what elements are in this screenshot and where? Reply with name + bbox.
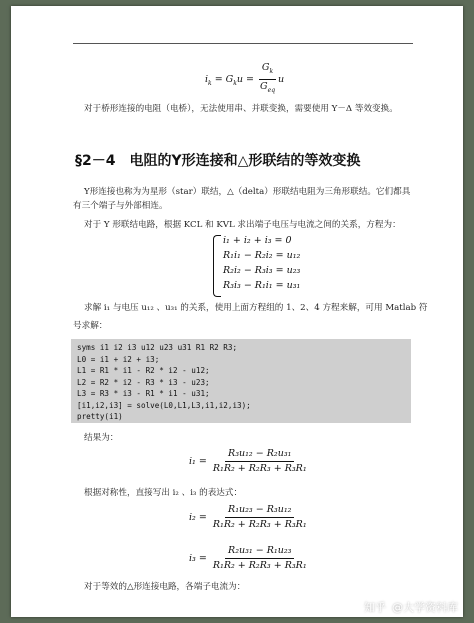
equation-ik: $i_k = G_ku$ = $\frac{G_k}{G_{eq}}$ u <box>205 62 284 97</box>
result-label: 结果为： <box>84 433 119 443</box>
paragraph-solve-2: 号求解： <box>73 321 108 331</box>
paragraph-delta: 对于等效的△形连接电路，各端子电流为： <box>84 582 246 592</box>
equation-i2: i₂ = $\frac{\text{R₁u₂₃ − R₃u₁₂}}{\text{R₁R₂ + R₂R₃ + R₃R₁}}$ <box>189 504 307 530</box>
code-line: pretty(i1) <box>77 412 123 421</box>
system-eq-4: R₃i₃ − R₁i₁ = u₃₁ <box>223 280 301 291</box>
zhihu-logo: 知乎 <box>364 601 386 614</box>
code-line: L0 = i1 + i2 + i3; <box>77 354 160 364</box>
section-number: §2－4 <box>75 153 116 169</box>
paragraph-kcl: 对于 Y 形联结电路，根据 KCL 和 KVL 求出端子电压与电流之间的关系，方程为： <box>84 220 401 230</box>
system-brace <box>213 235 221 297</box>
equation-i3: i₃ = $\frac{\text{R₂u₃₁ − R₁u₂₃}}{\text{R₁R₂ + R₂R₃ + R₃R₁}}$ <box>189 545 307 571</box>
watermark-text: @大学资料库 <box>392 601 458 614</box>
paragraph-symmetry: 根据对称性，直接写出 i₂ 、i₃ 的表达式： <box>84 488 243 498</box>
code-line: syms i1 i2 i3 u12 u23 u31 R1 R2 R3; <box>77 343 238 352</box>
equation-i1: i₁ = $\frac{\text{R₃u₁₂ − R₂u₃₁}}{\text{R₁R₂ + R₂R₃ + R₃R₁}}$ <box>189 448 307 474</box>
code-line: L2 = R2 * i2 - R3 * i3 - u23; <box>77 377 210 387</box>
system-eq-3: R₂i₂ − R₃i₃ = u₂₃ <box>223 265 301 276</box>
paragraph-y-intro-2: 有三个端子与外部相连。 <box>73 201 168 211</box>
watermark <box>364 599 458 615</box>
system-eq-1: i₁ + i₂ + i₃ = 0 <box>223 235 292 246</box>
code-line: [i1,i2,i3] = solve(L0,L1,L3,i1,i2,i3); <box>77 400 251 410</box>
matlab-code-block <box>71 339 411 423</box>
paragraph-y-intro-1: Y形连接也称为为星形（star）联结，△（delta）形联结电阻为三角形联结。它们都具 <box>84 187 411 197</box>
paragraph-bridge: 对于桥形连接的电阻（电桥），无法使用串、并联变换，需要使用 Y－Δ 等效变换。 <box>84 104 398 114</box>
paragraph-solve-1: 求解 i₁ 与电压 u₁₂ 、u₃₁ 的关系，使用上面方程组的 1、2、4 方程来解，可用 Matlab 符 <box>84 303 428 313</box>
equation-ik-fraction: $\frac{G_k}{G_{eq}}$ <box>260 62 276 94</box>
system-eq-2: R₁i₁ − R₂i₂ = u₁₂ <box>223 250 301 261</box>
code-line: L1 = R1 * i1 - R2 * i2 - u12; <box>77 366 210 375</box>
document-page <box>11 6 463 617</box>
section-heading <box>75 150 360 170</box>
section-title: 电阻的Y形连接和△形联结的等效变换 <box>129 153 361 169</box>
code-line: L3 = R3 * i3 - R1 * i1 - u31; <box>77 389 210 398</box>
header-rule <box>73 43 413 44</box>
